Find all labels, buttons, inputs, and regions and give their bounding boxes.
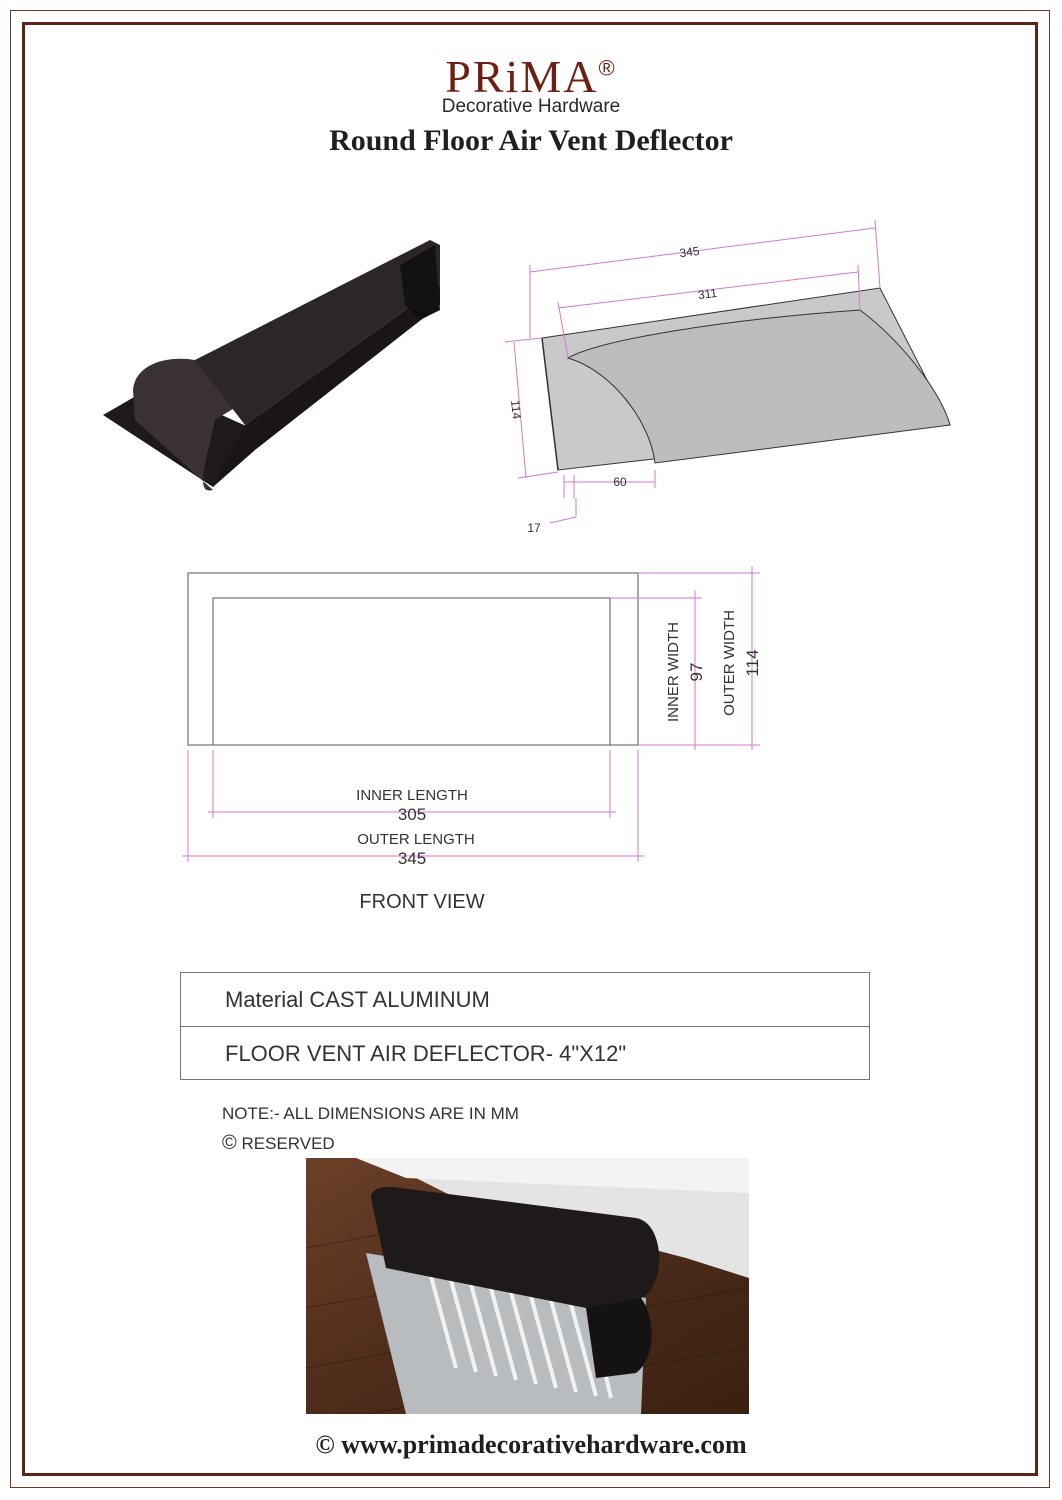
registered-mark: ® xyxy=(598,55,617,81)
brand-name: PRiMA xyxy=(445,51,599,102)
dimensions-note: NOTE:- ALL DIMENSIONS ARE IN MM xyxy=(222,1104,519,1123)
front-view-caption: FRONT VIEW xyxy=(359,891,485,913)
outer-length-value: 345 xyxy=(397,849,427,868)
dim-outer-length: 345 xyxy=(678,243,701,261)
brand-tagline: Decorative Hardware xyxy=(441,96,621,117)
spec-row-product xyxy=(181,1026,869,1079)
photo-deflector-end xyxy=(586,1298,652,1378)
product-text: FLOOR VENT AIR DEFLECTOR- 4"X12" xyxy=(225,1041,627,1066)
dim-flange: 17 xyxy=(527,521,541,535)
copyright-icon: © xyxy=(222,1132,237,1154)
dim-height: 114 xyxy=(508,399,524,420)
front-view-drawing xyxy=(170,560,790,920)
spec-table xyxy=(180,972,870,1080)
installed-photo xyxy=(306,1158,749,1414)
inner-width-label: INNER WIDTH xyxy=(665,622,682,722)
spec-row-material xyxy=(181,973,869,1026)
outer-width-value: 114 xyxy=(743,649,762,677)
inner-width-value: 97 xyxy=(687,662,706,682)
reserved-text: RESERVED xyxy=(241,1134,335,1153)
reserved-note xyxy=(222,1132,335,1155)
inner-length-value: 305 xyxy=(397,805,427,824)
outer-length-label: OUTER LENGTH xyxy=(357,831,475,848)
outer-width-label: OUTER WIDTH xyxy=(721,610,738,716)
product-render xyxy=(95,225,455,525)
isometric-drawing xyxy=(490,220,970,550)
material-text: Material CAST ALUMINUM xyxy=(225,987,490,1012)
website-footer: © www.primadecorativehardware.com xyxy=(315,1430,747,1459)
inner-rect xyxy=(213,598,610,745)
inner-length-label: INNER LENGTH xyxy=(356,787,468,804)
dim-inner-length: 311 xyxy=(697,285,718,303)
page-title: Round Floor Air Vent Deflector xyxy=(329,124,733,157)
dim-curve: 60 xyxy=(613,475,627,489)
